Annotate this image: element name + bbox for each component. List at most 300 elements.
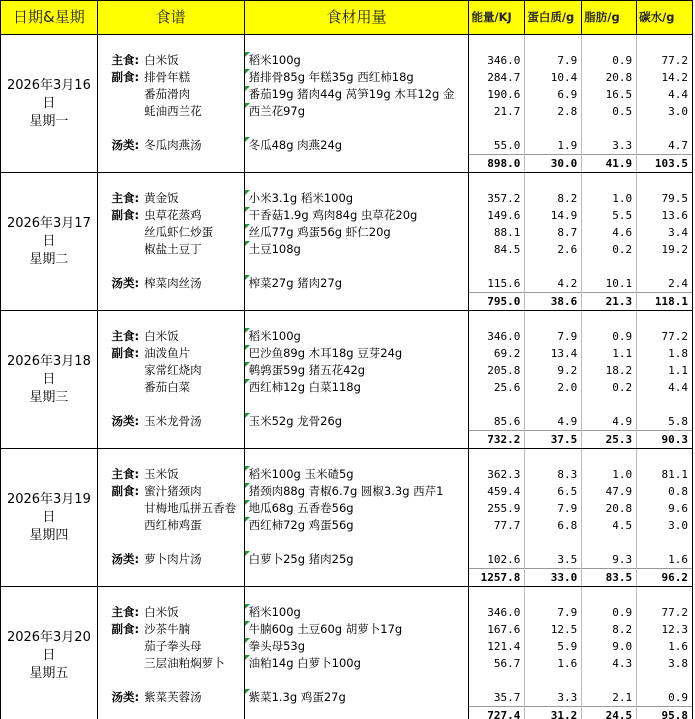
energy-cell[interactable]: 346.0 [469, 328, 525, 345]
fat-cell[interactable]: 18.2 [582, 362, 637, 379]
meal-row [1, 413, 693, 431]
protein-cell[interactable]: 2.8 [525, 103, 582, 120]
empty-cell[interactable] [244, 35, 469, 53]
empty-cell[interactable] [244, 293, 469, 311]
ingredients-cell[interactable] [244, 517, 469, 534]
carbs-cell[interactable]: 9.6 [637, 500, 693, 517]
empty-cell[interactable] [525, 534, 582, 551]
fat-cell[interactable]: 4.9 [582, 413, 637, 431]
empty-cell[interactable] [582, 534, 637, 551]
fat-cell[interactable]: 9.3 [582, 551, 637, 569]
ingredients-cell[interactable] [244, 638, 469, 655]
meal-type-label[interactable]: 汤类: [111, 552, 140, 567]
meal-type-label[interactable]: 副食: [111, 346, 140, 360]
dish-name-cell[interactable]: 玉米饭 [144, 467, 179, 481]
protein-cell[interactable]: 8.3 [525, 466, 582, 483]
total-protein-cell[interactable]: 31.2 [525, 707, 582, 719]
ingredients-cell[interactable] [244, 500, 469, 517]
empty-cell[interactable] [469, 396, 525, 413]
empty-cell[interactable] [582, 587, 637, 605]
meal-type-label[interactable]: 主食: [111, 329, 140, 343]
dish-name-cell[interactable]: 蚝油西兰花 [144, 104, 202, 118]
empty-cell[interactable] [469, 120, 525, 137]
protein-cell[interactable]: 10.4 [525, 69, 582, 86]
protein-cell[interactable]: 8.2 [525, 190, 582, 207]
empty-cell[interactable] [97, 35, 141, 53]
dish-name-cell[interactable]: 榨菜肉丝汤 [144, 276, 202, 291]
date-cell[interactable] [1, 311, 98, 449]
meal-type-label[interactable] [97, 379, 141, 396]
fat-cell[interactable]: 10.1 [582, 275, 637, 293]
protein-cell[interactable]: 2.6 [525, 241, 582, 258]
date-cell[interactable] [1, 449, 98, 587]
dish-name-cell[interactable]: 甘梅地瓜拼五香卷 [144, 501, 237, 515]
protein-cell[interactable]: 9.2 [525, 362, 582, 379]
empty-cell[interactable] [469, 672, 525, 689]
protein-cell[interactable]: 1.6 [525, 655, 582, 672]
empty-cell[interactable] [582, 449, 637, 467]
protein-cell[interactable]: 1.9 [525, 137, 582, 155]
ingredients-cell[interactable] [244, 137, 469, 155]
fat-cell[interactable]: 0.9 [582, 604, 637, 621]
ingredients-cell[interactable] [244, 241, 469, 258]
empty-cell[interactable] [141, 258, 244, 275]
empty-cell[interactable] [469, 311, 525, 329]
protein-cell[interactable]: 3.3 [525, 689, 582, 707]
total-protein-cell[interactable]: 37.5 [525, 431, 582, 449]
empty-cell[interactable] [469, 587, 525, 605]
empty-cell[interactable] [97, 120, 141, 137]
spacer-row [1, 449, 693, 467]
empty-cell[interactable] [97, 258, 141, 275]
energy-cell[interactable]: 346.0 [469, 52, 525, 69]
dish-name-cell[interactable]: 黄金饭 [144, 191, 179, 205]
fat-cell[interactable]: 0.9 [582, 328, 637, 345]
total-protein-cell[interactable]: 33.0 [525, 569, 582, 587]
fat-cell[interactable]: 9.0 [582, 638, 637, 655]
date-cell[interactable] [1, 173, 98, 311]
ingredients-cell[interactable] [244, 604, 469, 621]
energy-cell[interactable]: 56.7 [469, 655, 525, 672]
energy-cell[interactable]: 102.6 [469, 551, 525, 569]
dish-name-cell[interactable]: 沙茶牛腩 [144, 622, 191, 636]
protein-cell[interactable]: 7.9 [525, 604, 582, 621]
protein-cell[interactable]: 14.9 [525, 207, 582, 224]
fat-cell[interactable]: 2.1 [582, 689, 637, 707]
carbs-cell[interactable]: 2.4 [637, 275, 693, 293]
carbs-cell[interactable]: 81.1 [637, 466, 693, 483]
empty-cell[interactable] [582, 672, 637, 689]
carbs-cell[interactable]: 1.6 [637, 551, 693, 569]
empty-cell[interactable] [244, 311, 469, 329]
empty-cell[interactable] [582, 120, 637, 137]
empty-cell[interactable] [469, 449, 525, 467]
empty-cell[interactable] [97, 707, 141, 719]
energy-cell[interactable]: 190.6 [469, 86, 525, 103]
total-fat-cell[interactable]: 25.3 [582, 431, 637, 449]
empty-cell[interactable] [637, 449, 693, 467]
date-cell[interactable] [1, 35, 98, 173]
empty-cell[interactable] [141, 120, 244, 137]
empty-cell[interactable] [97, 587, 141, 605]
empty-cell[interactable] [637, 311, 693, 329]
ingredients-cell[interactable] [244, 86, 469, 103]
empty-cell[interactable] [469, 534, 525, 551]
empty-cell[interactable] [97, 431, 141, 449]
empty-cell[interactable] [637, 396, 693, 413]
dish-name-cell[interactable]: 白米饭 [144, 329, 179, 343]
dish-name-cell[interactable]: 油泼鱼片 [144, 346, 191, 360]
meal-type-label[interactable] [97, 500, 141, 517]
meal-type-label[interactable]: 副食: [111, 484, 140, 498]
empty-cell[interactable] [244, 431, 469, 449]
comment-indicator-icon [245, 362, 250, 367]
meal-row [1, 517, 693, 534]
dish-name-cell[interactable]: 白米饭 [144, 53, 179, 67]
empty-cell[interactable] [469, 258, 525, 275]
carbs-cell[interactable]: 19.2 [637, 241, 693, 258]
dish-name-cell[interactable]: 玉米龙骨汤 [144, 414, 202, 429]
meal-type-label[interactable]: 副食: [111, 70, 140, 84]
carbs-cell[interactable]: 3.8 [637, 655, 693, 672]
carbs-cell[interactable]: 3.0 [637, 517, 693, 534]
fat-cell[interactable]: 0.5 [582, 103, 637, 120]
empty-cell[interactable] [97, 449, 141, 467]
empty-cell[interactable] [141, 35, 244, 53]
protein-cell[interactable]: 7.9 [525, 52, 582, 69]
meal-type-label[interactable] [97, 638, 141, 655]
fat-cell[interactable]: 0.2 [582, 241, 637, 258]
protein-cell[interactable]: 13.4 [525, 345, 582, 362]
meal-type-label[interactable]: 汤类: [111, 138, 140, 153]
header-date[interactable]: 日期&星期 [1, 1, 98, 35]
meal-type-label[interactable]: 主食: [111, 191, 140, 205]
empty-cell[interactable] [244, 173, 469, 191]
ingredients-cell[interactable] [244, 551, 469, 569]
fat-cell[interactable]: 4.3 [582, 655, 637, 672]
dish-name-cell[interactable]: 西红柿鸡蛋 [144, 518, 202, 532]
dish-name-cell[interactable]: 椒盐土豆丁 [144, 242, 202, 256]
ingredients-cell[interactable] [244, 379, 469, 396]
ingredients-cell[interactable] [244, 207, 469, 224]
header-recipe[interactable]: 食谱 [97, 1, 244, 35]
ingredients-cell[interactable] [244, 275, 469, 293]
empty-cell[interactable] [141, 449, 244, 467]
empty-cell[interactable] [244, 258, 469, 275]
empty-cell[interactable] [244, 672, 469, 689]
empty-cell[interactable] [525, 672, 582, 689]
empty-cell[interactable] [525, 587, 582, 605]
ingredients-cell[interactable] [244, 621, 469, 638]
meal-type-label[interactable]: 汤类: [111, 276, 140, 291]
total-energy-cell[interactable]: 898.0 [469, 155, 525, 173]
carbs-cell[interactable]: 4.4 [637, 86, 693, 103]
empty-cell[interactable] [244, 396, 469, 413]
ingredients-cell[interactable] [244, 103, 469, 120]
empty-cell[interactable] [525, 258, 582, 275]
carbs-cell[interactable]: 77.2 [637, 52, 693, 69]
meal-type-label[interactable]: 主食: [111, 467, 140, 481]
carbs-cell[interactable]: 12.3 [637, 621, 693, 638]
empty-cell[interactable] [469, 35, 525, 53]
empty-cell[interactable] [525, 173, 582, 191]
comment-indicator-icon [245, 500, 250, 505]
dish-name-cell[interactable]: 丝瓜虾仁炒蛋 [144, 225, 214, 239]
ingredients-cell[interactable] [244, 69, 469, 86]
empty-cell[interactable] [141, 431, 244, 449]
energy-cell[interactable]: 77.7 [469, 517, 525, 534]
ingredients-cell[interactable] [244, 466, 469, 483]
meal-type-label[interactable]: 副食: [111, 208, 140, 222]
total-protein-cell[interactable]: 30.0 [525, 155, 582, 173]
meal-type-label[interactable] [97, 103, 141, 120]
energy-cell[interactable]: 25.6 [469, 379, 525, 396]
ingredients-cell[interactable] [244, 224, 469, 241]
empty-cell[interactable] [97, 311, 141, 329]
empty-cell[interactable] [97, 396, 141, 413]
empty-cell[interactable] [244, 120, 469, 137]
empty-cell[interactable] [141, 311, 244, 329]
empty-cell[interactable] [637, 672, 693, 689]
empty-cell[interactable] [141, 707, 244, 719]
energy-cell[interactable]: 85.6 [469, 413, 525, 431]
protein-cell[interactable]: 7.9 [525, 328, 582, 345]
fat-cell[interactable]: 5.5 [582, 207, 637, 224]
fat-cell[interactable]: 1.0 [582, 466, 637, 483]
fat-cell[interactable]: 0.9 [582, 52, 637, 69]
dish-name-cell[interactable]: 番茄滑肉 [144, 87, 191, 101]
protein-cell[interactable]: 8.7 [525, 224, 582, 241]
meal-type-label[interactable] [97, 655, 141, 672]
empty-cell[interactable] [141, 672, 244, 689]
empty-cell[interactable] [582, 311, 637, 329]
empty-cell[interactable] [637, 35, 693, 53]
meal-row [1, 224, 693, 241]
fat-cell[interactable]: 20.8 [582, 500, 637, 517]
meal-type-label[interactable] [97, 241, 141, 258]
total-fat-cell[interactable]: 83.5 [582, 569, 637, 587]
dish-name-cell[interactable]: 蜜汁猪颈肉 [144, 484, 202, 498]
dish-name-cell[interactable]: 番茄白菜 [144, 380, 191, 394]
carbs-cell[interactable]: 4.4 [637, 379, 693, 396]
empty-cell[interactable] [525, 396, 582, 413]
fat-cell[interactable]: 16.5 [582, 86, 637, 103]
total-carbs-cell[interactable]: 90.3 [637, 431, 693, 449]
empty-cell[interactable] [244, 534, 469, 551]
dish-name-cell[interactable]: 家常红烧肉 [144, 363, 202, 377]
ingredients-cell[interactable] [244, 345, 469, 362]
dish-name-cell[interactable]: 排骨年糕 [144, 70, 191, 84]
dish-name-cell[interactable]: 三层油粕焖萝卜 [144, 656, 225, 670]
total-protein-cell[interactable]: 38.6 [525, 293, 582, 311]
meal-type-label[interactable]: 汤类: [111, 414, 140, 429]
empty-cell[interactable] [469, 173, 525, 191]
energy-cell[interactable]: 88.1 [469, 224, 525, 241]
carbs-cell[interactable]: 4.7 [637, 137, 693, 155]
ingredients-cell[interactable] [244, 689, 469, 707]
meal-type-label[interactable] [97, 517, 141, 534]
energy-cell[interactable]: 55.0 [469, 137, 525, 155]
fat-cell[interactable]: 8.2 [582, 621, 637, 638]
energy-cell[interactable]: 205.8 [469, 362, 525, 379]
total-energy-cell[interactable]: 795.0 [469, 293, 525, 311]
empty-cell[interactable] [244, 155, 469, 173]
fat-cell[interactable]: 4.6 [582, 224, 637, 241]
header-carbs[interactable]: 碳水/g [637, 1, 693, 35]
carbs-cell[interactable]: 79.5 [637, 190, 693, 207]
empty-cell[interactable] [97, 672, 141, 689]
energy-cell[interactable]: 167.6 [469, 621, 525, 638]
total-carbs-cell[interactable]: 96.2 [637, 569, 693, 587]
energy-cell[interactable]: 346.0 [469, 604, 525, 621]
meal-type-label[interactable] [97, 86, 141, 103]
meal-type-label[interactable]: 主食: [111, 605, 140, 619]
ingredients-cell[interactable] [244, 413, 469, 431]
meal-type-label[interactable]: 副食: [111, 622, 140, 636]
protein-cell[interactable]: 6.5 [525, 483, 582, 500]
empty-cell[interactable] [244, 707, 469, 719]
empty-cell[interactable] [141, 293, 244, 311]
energy-cell[interactable]: 357.2 [469, 190, 525, 207]
protein-cell[interactable]: 6.9 [525, 86, 582, 103]
empty-cell[interactable] [141, 587, 244, 605]
dish-name-cell[interactable]: 冬瓜肉燕汤 [144, 138, 202, 153]
empty-cell[interactable] [582, 35, 637, 53]
date-cell[interactable] [1, 587, 98, 719]
total-carbs-cell[interactable]: 95.8 [637, 707, 693, 719]
header-ingredients[interactable]: 食材用量 [244, 1, 469, 35]
empty-cell[interactable] [141, 534, 244, 551]
empty-cell[interactable] [637, 173, 693, 191]
dish-name-cell[interactable]: 茄子拳头母 [144, 639, 202, 653]
total-energy-cell[interactable]: 1257.8 [469, 569, 525, 587]
ingredients-cell[interactable] [244, 362, 469, 379]
energy-cell[interactable]: 459.4 [469, 483, 525, 500]
empty-cell[interactable] [141, 396, 244, 413]
total-carbs-cell[interactable]: 103.5 [637, 155, 693, 173]
energy-cell[interactable]: 35.7 [469, 689, 525, 707]
carbs-cell[interactable]: 3.0 [637, 103, 693, 120]
empty-cell[interactable] [637, 587, 693, 605]
empty-cell[interactable] [97, 173, 141, 191]
empty-cell[interactable] [525, 120, 582, 137]
meal-type-label[interactable]: 主食: [111, 53, 140, 67]
dish-name-cell[interactable]: 虫草花蒸鸡 [144, 208, 202, 222]
total-fat-cell[interactable]: 21.3 [582, 293, 637, 311]
empty-cell[interactable] [582, 258, 637, 275]
carbs-cell[interactable]: 0.8 [637, 483, 693, 500]
energy-cell[interactable]: 115.6 [469, 275, 525, 293]
carbs-cell[interactable]: 14.2 [637, 69, 693, 86]
meal-type-label[interactable] [97, 224, 141, 241]
total-fat-cell[interactable]: 24.5 [582, 707, 637, 719]
energy-cell[interactable]: 149.6 [469, 207, 525, 224]
ingredients-cell[interactable] [244, 190, 469, 207]
total-carbs-cell[interactable]: 118.1 [637, 293, 693, 311]
dish-name-cell[interactable]: 白米饭 [144, 605, 179, 619]
empty-cell[interactable] [141, 173, 244, 191]
empty-cell[interactable] [141, 569, 244, 587]
empty-cell[interactable] [97, 534, 141, 551]
fat-cell[interactable]: 1.1 [582, 345, 637, 362]
protein-cell[interactable]: 5.9 [525, 638, 582, 655]
energy-cell[interactable]: 121.4 [469, 638, 525, 655]
carbs-cell[interactable]: 77.2 [637, 604, 693, 621]
energy-cell[interactable]: 21.7 [469, 103, 525, 120]
empty-cell[interactable] [97, 155, 141, 173]
ingredients-cell[interactable] [244, 52, 469, 69]
carbs-cell[interactable]: 1.1 [637, 362, 693, 379]
fat-cell[interactable]: 4.5 [582, 517, 637, 534]
dish-name-cell[interactable]: 紫菜芙蓉汤 [144, 690, 202, 705]
protein-cell[interactable]: 12.5 [525, 621, 582, 638]
energy-cell[interactable]: 69.2 [469, 345, 525, 362]
empty-cell[interactable] [637, 258, 693, 275]
fat-cell[interactable]: 47.9 [582, 483, 637, 500]
empty-cell[interactable] [244, 569, 469, 587]
protein-cell[interactable]: 7.9 [525, 500, 582, 517]
empty-cell[interactable] [97, 569, 141, 587]
empty-cell[interactable] [525, 449, 582, 467]
energy-cell[interactable]: 284.7 [469, 69, 525, 86]
protein-cell[interactable]: 3.5 [525, 551, 582, 569]
empty-cell[interactable] [637, 120, 693, 137]
fat-cell[interactable]: 3.3 [582, 137, 637, 155]
protein-cell[interactable]: 4.9 [525, 413, 582, 431]
dish-name-cell[interactable]: 萝卜肉片汤 [144, 552, 202, 567]
empty-cell[interactable] [582, 173, 637, 191]
energy-cell[interactable]: 84.5 [469, 241, 525, 258]
empty-cell[interactable] [97, 293, 141, 311]
header-energy[interactable]: 能量/KJ [469, 1, 525, 35]
total-energy-cell[interactable]: 727.4 [469, 707, 525, 719]
energy-cell[interactable]: 362.3 [469, 466, 525, 483]
carbs-cell[interactable]: 77.2 [637, 328, 693, 345]
empty-cell[interactable] [244, 587, 469, 605]
fat-cell[interactable]: 20.8 [582, 69, 637, 86]
total-energy-cell[interactable]: 732.2 [469, 431, 525, 449]
meal-type-label[interactable]: 汤类: [111, 690, 140, 705]
carbs-cell[interactable]: 0.9 [637, 689, 693, 707]
empty-cell[interactable] [244, 449, 469, 467]
carbs-cell[interactable]: 1.8 [637, 345, 693, 362]
ingredients-cell[interactable] [244, 328, 469, 345]
empty-cell[interactable] [637, 534, 693, 551]
empty-cell[interactable] [525, 35, 582, 53]
fat-cell[interactable]: 1.0 [582, 190, 637, 207]
protein-cell[interactable]: 6.8 [525, 517, 582, 534]
empty-cell[interactable] [582, 396, 637, 413]
meal-type-label[interactable] [97, 362, 141, 379]
ingredients-cell[interactable] [244, 483, 469, 500]
total-fat-cell[interactable]: 41.9 [582, 155, 637, 173]
fat-cell[interactable]: 0.2 [582, 379, 637, 396]
empty-cell[interactable] [525, 311, 582, 329]
header-protein[interactable]: 蛋白质/g [525, 1, 582, 35]
ingredients-cell[interactable] [244, 655, 469, 672]
energy-cell[interactable]: 255.9 [469, 500, 525, 517]
empty-cell[interactable] [141, 155, 244, 173]
comment-indicator-icon [245, 517, 250, 522]
carbs-cell[interactable]: 13.6 [637, 207, 693, 224]
carbs-cell[interactable]: 1.6 [637, 638, 693, 655]
carbs-cell[interactable]: 5.8 [637, 413, 693, 431]
header-fat[interactable]: 脂肪/g [582, 1, 637, 35]
ingredients-text: 西红柿12g 白菜118g [248, 380, 361, 394]
carbs-cell[interactable]: 3.4 [637, 224, 693, 241]
protein-cell[interactable]: 2.0 [525, 379, 582, 396]
protein-cell[interactable]: 4.2 [525, 275, 582, 293]
